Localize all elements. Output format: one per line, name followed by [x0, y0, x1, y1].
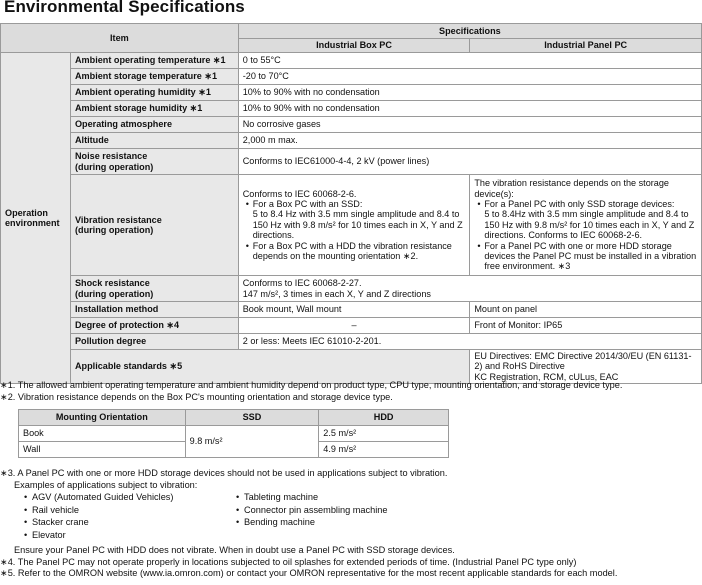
label-vibration-line2: (during operation)	[74, 225, 154, 235]
label-storage-temp: Ambient storage temperature ∗1	[70, 69, 238, 85]
value-installation-panel: Mount on panel	[470, 302, 702, 318]
value-standards	[470, 350, 702, 384]
vib-box-bullet-ssd-title: • For a Box PC with an SSD:	[252, 198, 363, 209]
header-specifications: Specifications	[238, 24, 701, 39]
value-installation-box: Book mount, Wall mount	[238, 302, 470, 318]
example-item: • Bending machine	[236, 516, 388, 529]
mount-book-hdd: 2.5 m/s²	[319, 426, 449, 442]
example-item: • Tableting machine	[236, 491, 388, 504]
value-noise: Conforms to IEC61000-4-4, 2 kV (power lines)	[238, 149, 701, 175]
example-item: • Rail vehicle	[24, 504, 173, 517]
value-op-humidity: 10% to 90% with no condensation	[238, 85, 701, 101]
footnote-5: ∗5. Refer to the OMRON website (www.ia.omron.com) or contact your OMRON representative for the most recent applicable standards for each model.	[0, 568, 618, 578]
footnote-3-ensure: Ensure your Panel PC with HDD does not vibrate. When in doubt use a Panel PC with SSD storage devices.	[14, 545, 455, 555]
vib-box-bullet-ssd	[253, 199, 466, 241]
vib-panel-list	[474, 199, 697, 272]
examples-right	[236, 491, 388, 529]
label-storage-humidity: Ambient storage humidity ∗1	[70, 101, 238, 117]
value-atmosphere: No corrosive gases	[238, 117, 701, 133]
mount-header-ssd: SSD	[185, 410, 319, 426]
mount-header-hdd: HDD	[319, 410, 449, 426]
label-atmosphere: Operating atmosphere	[70, 117, 238, 133]
footnotes-bottom	[0, 545, 617, 580]
example-item: • Elevator	[24, 529, 173, 542]
mount-ssd-value: 9.8 m/s²	[185, 426, 319, 458]
label-noise	[70, 149, 238, 175]
value-shock-line1: Conforms to IEC 60068-2-27.	[242, 278, 362, 289]
spec-table	[0, 23, 702, 384]
page-title: Environmental Specifications	[4, 0, 245, 16]
example-item: • AGV (Automated Guided Vehicles)	[24, 491, 173, 504]
value-altitude: 2,000 m max.	[238, 133, 701, 149]
footnote-3: ∗3. A Panel PC with one or more HDD storage devices should not be used in applications subject to vibration.	[0, 468, 448, 478]
mount-header-orientation: Mounting Orientation	[19, 410, 186, 426]
label-shock-line1: Shock resistance	[74, 278, 150, 289]
value-protection-box: –	[238, 318, 470, 334]
vib-box-bullet-hdd: • For a Box PC with a HDD the vibration resistance depends on the mounting orientation ∗2.	[253, 241, 466, 262]
label-noise-line2: (during operation)	[74, 161, 154, 172]
header-box-pc: Industrial Box PC	[238, 39, 470, 53]
example-item: • Stacker crane	[24, 516, 173, 529]
label-op-humidity: Ambient operating humidity ∗1	[70, 85, 238, 101]
footnote-3-block	[0, 468, 447, 491]
value-vibration-box	[238, 175, 470, 276]
footnote-3-examples: Examples of applications subject to vibration:	[14, 479, 198, 490]
vib-panel-bullet-hdd: • For a Panel PC with one or more HDD storage devices the Panel PC must be installed in a vibration free environment. ∗3	[484, 241, 697, 272]
label-vibration	[70, 175, 238, 276]
vib-box-list	[243, 199, 466, 261]
group-operation-environment: Operation environment	[1, 53, 71, 384]
footnote-1: ∗1. The allowed ambient operating temperature and ambient humidity depend on product type, CPU type, mounting orientation, and storage device type.	[0, 380, 623, 390]
mounting-table	[18, 409, 449, 458]
value-vibration-panel	[470, 175, 702, 276]
label-vibration-line1: Vibration resistance	[74, 214, 162, 225]
value-standards-line2: KC Registration, RCM, cULus, EAC	[474, 371, 619, 382]
vib-panel-bullet-ssd	[484, 199, 697, 241]
example-item: • Connector pin assembling machine	[236, 504, 388, 517]
label-op-temp: Ambient operating temperature ∗1	[70, 53, 238, 69]
examples-left	[24, 491, 173, 541]
vib-panel-bullet-ssd-title: • For a Panel PC with only SSD storage devices:	[484, 198, 675, 209]
label-altitude: Altitude	[70, 133, 238, 149]
vib-box-intro: Conforms to IEC 60068-2-6.	[242, 188, 357, 199]
label-protection: Degree of protection ∗4	[70, 318, 238, 334]
footnote-4: ∗4. The Panel PC may not operate properly in locations subjected to oil splashes for extended periods of time. (Industrial Panel PC type only)	[0, 556, 577, 567]
label-shock	[70, 276, 238, 302]
label-standards: Applicable standards ∗5	[70, 350, 469, 384]
label-noise-line1: Noise resistance	[74, 151, 148, 162]
value-shock-line2: 147 m/s², 3 times in each X, Y and Z directions	[242, 288, 431, 299]
value-shock	[238, 276, 701, 302]
label-installation: Installation method	[70, 302, 238, 318]
mount-wall-hdd: 4.9 m/s²	[319, 442, 449, 458]
value-op-temp: 0 to 55°C	[238, 53, 701, 69]
vib-panel-bullet-ssd-detail: 5 to 8.4Hz with 3.5 mm single amplitude and 8.4 to 150 Hz with 9.8 m/s² for 10 times each in X, Y and Z directions. Conforms to IEC 60068-2-6.	[484, 209, 695, 241]
label-shock-line2: (during operation)	[74, 288, 154, 299]
value-storage-temp: -20 to 70°C	[238, 69, 701, 85]
header-item: Item	[1, 24, 239, 53]
header-panel-pc: Industrial Panel PC	[470, 39, 702, 53]
mount-row-wall: Wall	[19, 442, 186, 458]
vib-panel-intro: The vibration resistance depends on the storage device(s):	[474, 178, 669, 199]
value-protection-panel: Front of Monitor: IP65	[470, 318, 702, 334]
vib-box-bullet-ssd-detail: 5 to 8.4 Hz with 3.5 mm single amplitude and 8.4 to 150 Hz with 9.8 m/s² for 10 times each in X, Y and Z directions.	[252, 209, 463, 241]
value-standards-line1: EU Directives: EMC Directive 2014/30/EU (EN 61131-2) and RoHS Directive	[474, 351, 692, 372]
value-storage-humidity: 10% to 90% with no condensation	[238, 101, 701, 117]
value-pollution: 2 or less: Meets IEC 61010-2-201.	[238, 334, 701, 350]
footnotes-top	[0, 380, 622, 403]
label-pollution: Pollution degree	[70, 334, 238, 350]
footnote-2: ∗2. Vibration resistance depends on the Box PC's mounting orientation and storage device type.	[0, 391, 393, 402]
mount-row-book: Book	[19, 426, 186, 442]
